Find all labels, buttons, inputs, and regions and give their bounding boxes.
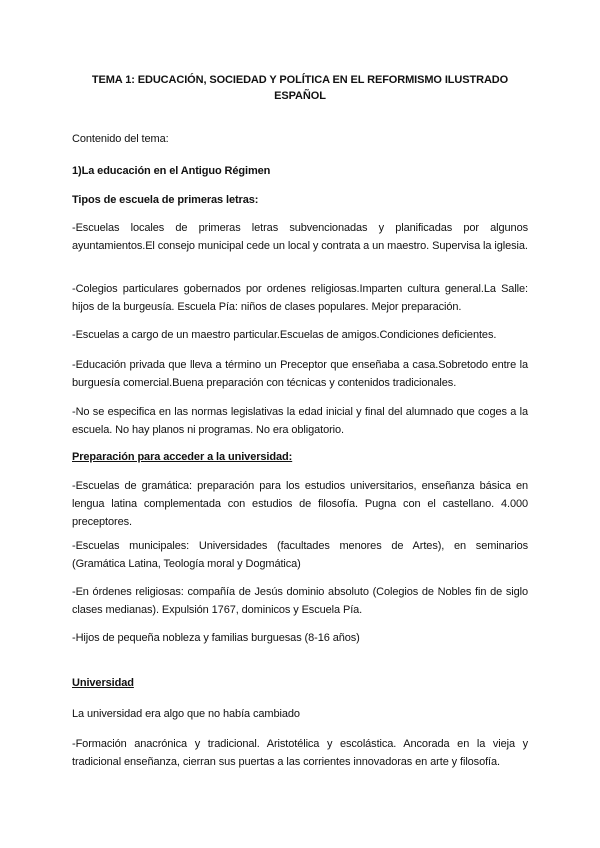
university-item: -Formación anacrónica y tradicional. Aristotélica y escolástica. Ancorada en la vieja y tradicional enseñanza, cierran sus puertas a las corrientes innovadoras en arte y filosofía. bbox=[72, 738, 528, 768]
document-title: TEMA 1: EDUCACIÓN, SOCIEDAD Y POLÍTICA EN EL REFORMISMO ILUSTRADO ESPAÑOL bbox=[91, 74, 509, 102]
school-item: -Educación privada que lleva a término un Preceptor que enseñaba a casa.Sobretodo entre la burguesía comercial.Buena preparación con técnicas y contenidos tradicionales. bbox=[72, 359, 528, 389]
school-item: -Escuelas locales de primeras letras subvencionadas y planificadas por algunos ayuntamientos.El consejo municipal cede un local y contrata a un maestro. Supervisa la iglesia. bbox=[72, 222, 528, 252]
university-intro: La universidad era algo que no había cambiado bbox=[72, 708, 300, 720]
school-item: -Colegios particulares gobernados por ordenes religiosas.Imparten cultura general.La Salle: hijos de la burgeusía. Escuela Pía: niños de clases populares. Mejor preparación. bbox=[72, 283, 528, 313]
subheading-university: Universidad bbox=[72, 677, 134, 689]
school-item: -Escuelas a cargo de un maestro particular.Escuelas de amigos.Condiciones deficientes. bbox=[72, 329, 497, 341]
section-heading-antiguo-regimen: 1)La educación en el Antiguo Régimen bbox=[72, 165, 271, 177]
subheading-university-prep: Preparación para acceder a la universidad: bbox=[72, 451, 293, 463]
school-item: -No se especifica en las normas legislativas la edad inicial y final del alumnado que coges a la escuela. No hay planos ni programas. No era obligatorio. bbox=[72, 406, 528, 436]
prep-item: -En órdenes religiosas: compañía de Jesús dominio absoluto (Colegios de Nobles fin de siglo clases medianas). Expulsión 1767, dominicos y Escuela Pía. bbox=[72, 586, 528, 616]
prep-item: -Escuelas de gramática: preparación para los estudios universitarios, enseñanza básica en lengua latina complementada con estudios de filosofía. Pugna con el castellano. 4.000 preceptores. bbox=[72, 480, 528, 528]
subheading-school-types: Tipos de escuela de primeras letras: bbox=[72, 194, 259, 206]
prep-item: -Escuelas municipales: Universidades (facultades menores de Artes), en seminarios (Gramática Latina, Teología moral y Dogmática) bbox=[72, 540, 528, 570]
prep-item: -Hijos de pequeña nobleza y familias burguesas (8-16 años) bbox=[72, 632, 360, 644]
intro-text: Contenido del tema: bbox=[72, 133, 169, 145]
